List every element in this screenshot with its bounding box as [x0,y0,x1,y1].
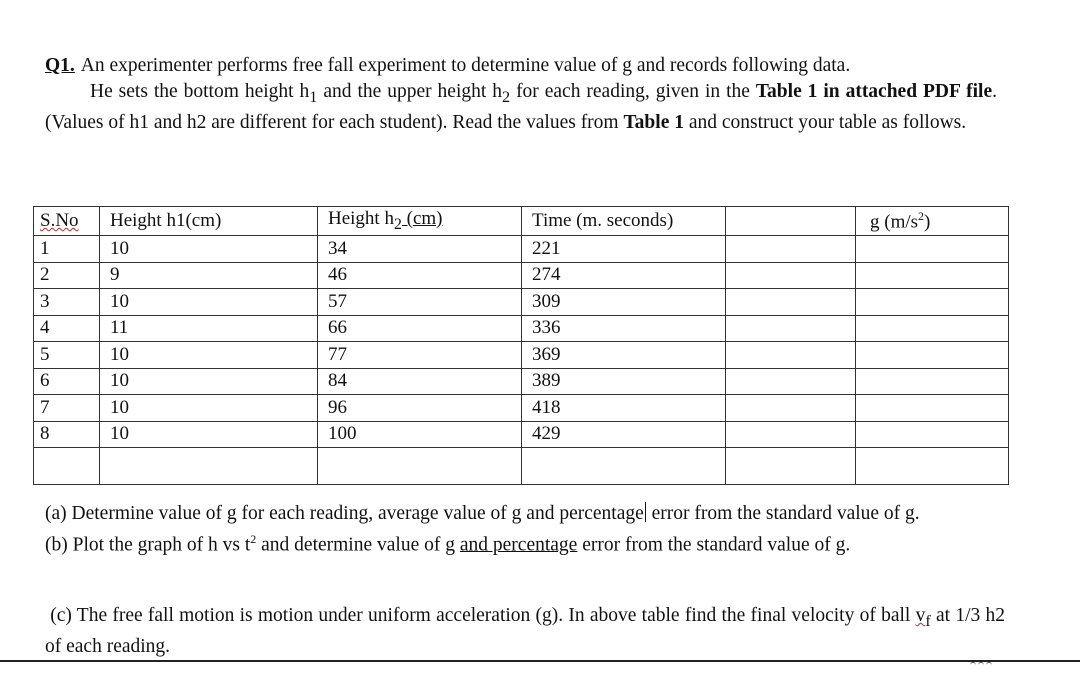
table-row [34,421,1009,448]
cell-time: 418 [522,395,726,422]
cell-h1: 9 [100,262,318,289]
cell-h1: 10 [100,421,318,448]
cell-g [856,421,1009,448]
cell-g [856,262,1009,289]
cell-h2: 77 [318,342,522,369]
cell-blank [726,342,856,369]
part-b: (b) Plot the graph of h vs $t^2$ and determine value of g and percentage error from the standard value of g. [45,531,851,555]
cell-h2: 57 [318,289,522,316]
cell-h1: 10 [100,395,318,422]
cell-h1: 11 [100,315,318,342]
q-sub-2: 2 [502,87,511,106]
header-g: g $(m/s^2)$ [856,207,1009,236]
table-header-row [34,207,1009,236]
table-row [34,315,1009,342]
header-blank [726,207,856,236]
cell-h2: 34 [318,236,522,263]
cell-time: 389 [522,368,726,395]
cell-g [856,368,1009,395]
header-h2: Height $h_2$ (cm) [318,207,522,236]
cell-time: 309 [522,289,726,316]
vf-symbol: $v_f$ [915,605,931,630]
cut-off-marks [970,655,1000,661]
question-number: Q1. [45,55,75,76]
cell-sno: 3 [34,289,100,316]
q-text-b: and the upper height h [317,80,502,102]
cell-time: 336 [522,315,726,342]
part-a-b [45,501,1005,558]
q-text-e: and construct your table as follows. [683,111,967,133]
cell-blank [726,395,856,422]
header-sno: S.No [34,207,100,236]
cell-blank [726,421,856,448]
cell-blank [726,236,856,263]
question-line-2 [45,79,997,136]
cell-h2: 96 [318,395,522,422]
cell-g [856,236,1009,263]
cell-h1: 10 [100,368,318,395]
text-cursor [645,502,646,522]
cell-sno: 2 [34,262,100,289]
part-a: (a) Determine value of g for each reading, average value of g and percentage error from the standard value of g. [45,503,920,524]
cell-blank [726,262,856,289]
cell-time: 221 [522,236,726,263]
cell-blank [726,315,856,342]
cell-g [856,342,1009,369]
cell-h2: 66 [318,315,522,342]
table-row [34,342,1009,369]
part-c: (c) The free fall motion is motion under uniform acceleration (g). In above table find the final velocity of ball $v_f$ at 1/3 h2 of each reading. [45,605,1005,658]
q-text-d: . (Values of h1 and h2 are different for each student). Read the values from [45,80,997,133]
cell-g [856,315,1009,342]
cell-h1: 10 [100,342,318,369]
cell-sno: 7 [34,395,100,422]
q-text-c: for each reading, given in the [510,80,756,102]
table-row [34,262,1009,289]
cell-h2: 100 [318,421,522,448]
cell-sno: 1 [34,236,100,263]
question-text [45,53,997,135]
header-h1: Height h1(cm) [100,207,318,236]
table-reference-2: Table 1 [623,111,684,133]
cell-sno: 8 [34,421,100,448]
cell-g [856,395,1009,422]
cell-h1: 10 [100,289,318,316]
header-time: Time (m. seconds) [522,207,726,236]
table-row [34,236,1009,263]
cell-blank [726,289,856,316]
cell-blank [726,368,856,395]
cell-h1: 10 [100,236,318,263]
table-row [34,289,1009,316]
cell-time: 369 [522,342,726,369]
table-reference-1: Table 1 in attached PDF file [755,80,993,102]
question-line-1 [45,53,997,79]
q-sub-1: 1 [309,87,318,106]
q-text-a: He sets the bottom height h [90,80,310,102]
cell-h2: 46 [318,262,522,289]
question-intro: An experimenter performs free fall experiment to determine value of g and records following data. [80,55,851,76]
data-table [33,206,1009,485]
cell-sno: 4 [34,315,100,342]
cell-time: 274 [522,262,726,289]
cell-sno: 6 [34,368,100,395]
cell-h2: 84 [318,368,522,395]
table-row [34,395,1009,422]
cell-g [856,289,1009,316]
page-bottom-rule [0,660,1080,662]
table-empty-row [34,448,1009,485]
cell-time: 429 [522,421,726,448]
cell-sno: 5 [34,342,100,369]
table-row [34,368,1009,395]
